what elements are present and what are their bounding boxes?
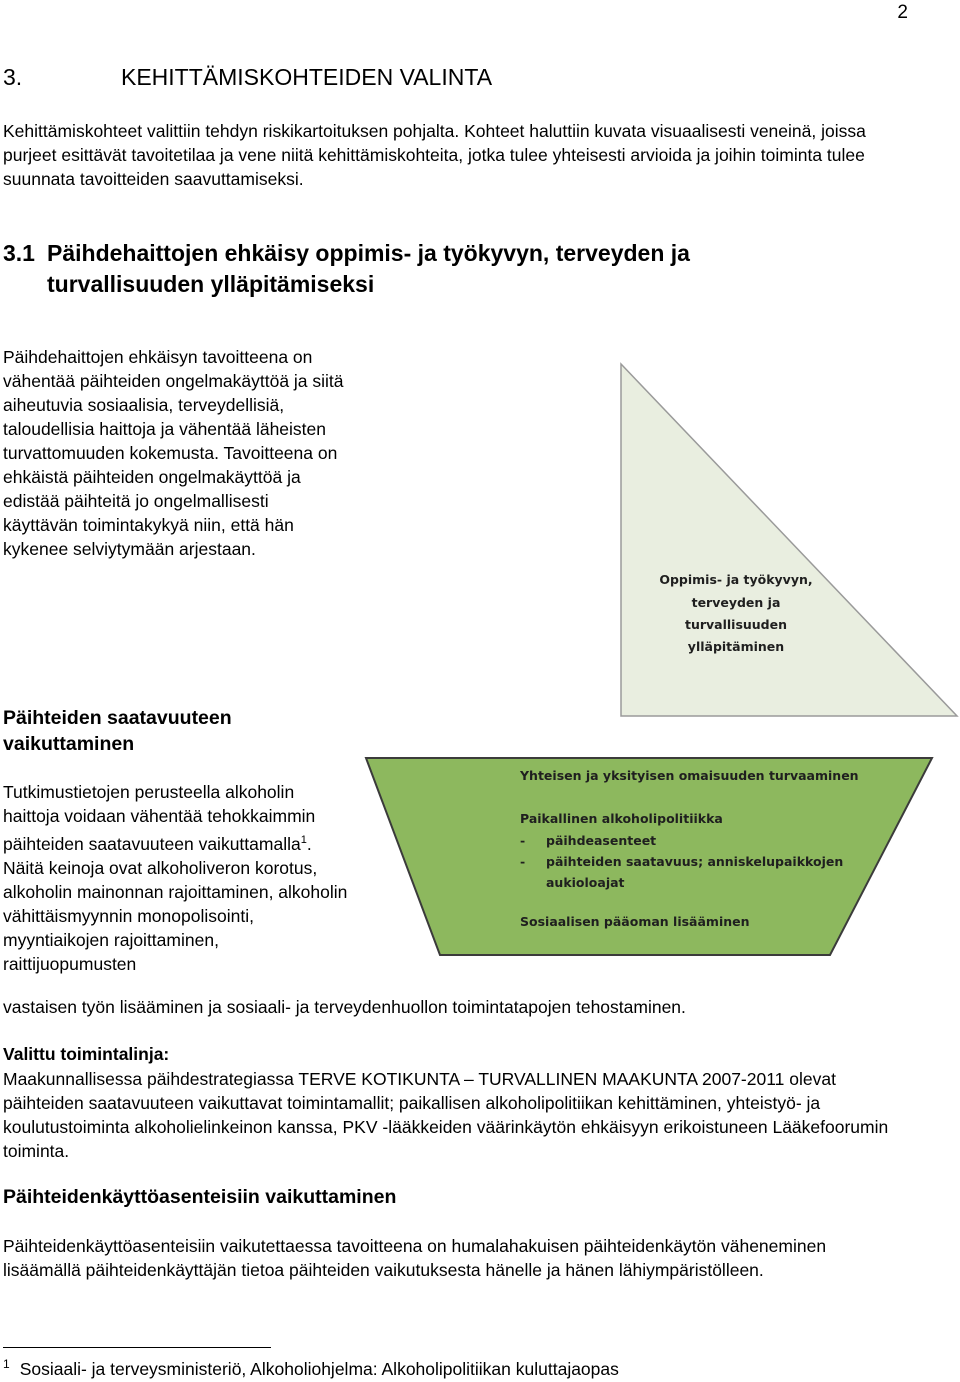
sail-line-4: ylläpitäminen: [687, 639, 785, 654]
availability-heading: [3, 705, 303, 757]
footnote-marker: 1: [3, 1357, 10, 1371]
sail-line-3: turvallisuuden: [684, 617, 788, 632]
section-heading: [3, 64, 492, 91]
section-intro: Kehittämiskohteet valittiin tehdyn riskikartoituksen pohjalta. Kohteet haluttiin kuvata visuaalisesti veneinä, joissa purjeet esittävät tavoitetilaa ja vene niitä kehittämiskohteita, jotka tulee yhteisesti arvioida ja joihin toiminta tulee suunnata tavoitteiden saavuttamiseksi.: [3, 121, 866, 189]
footnote-reference: 1: [300, 834, 307, 846]
goal-paragraph: Päihdehaittojen ehkäisyn tavoitteena on vähentää päihteiden ongelmakäyttöä ja siitä aiheutuvia sosiaalisia, terveydellisiä, taloudellisia haittoja ja vähentää läheisten turvattomuuden kokemusta. Tavoitteena on ehkäistä päihteiden ongelmakäyttöä ja edistää päihteitä jo ongelmallisesti käyttävän toimintakykyä niin, että hän kykenee selviytymään arjestaan.: [3, 347, 344, 559]
footnote-text: Sosiaali- ja terveysministeriö, Alkoholiohjelma: Alkoholipolitiikan kuluttajaopas: [19, 1358, 619, 1379]
sail-line-1: Oppimis- ja työkyvyn,: [659, 572, 813, 587]
availability-text-full-line: vastaisen työn lisääminen ja sosiaali- ja terveydenhuollon toimintatapojen tehostaminen.: [3, 997, 686, 1017]
boat-bullet-marker-1: -: [520, 833, 526, 848]
subsection-title-line2: turvallisuuden ylläpitämiseksi: [47, 271, 375, 297]
availability-paragraph: [3, 780, 348, 976]
subsection-number: 3.1: [3, 240, 35, 266]
boat-bullet-1: päihdeasenteet: [546, 833, 657, 848]
availability-heading-line2: vaikuttaminen: [3, 733, 135, 755]
section-title: KEHITTÄMISKOHTEIDEN VALINTA: [121, 64, 493, 90]
boat-title: Yhteisen ja yksityisen omaisuuden turvaaminen: [520, 768, 859, 783]
policy-paragraph: Maakunnallisessa päihdestrategiassa TERVE KOTIKUNTA – TURVALLINEN MAAKUNTA 2007-2011 olevat päihteiden saatavuuteen vaikuttavat toimintamallit; paikallisen alkoholipolitiikan kehittäminen, yhteistyö- ja koulutustoiminta alkoholielinkeinon kanssa, PKV -lääkkeiden väärinkäytön ehkäisyyn erikoistuneen Lääkefoorumin toiminta.: [3, 1069, 889, 1161]
boat-bullet-2-cont: aukioloajat: [546, 875, 625, 890]
availability-text-part2: . Näitä keinoja ovat alkoholiveron korotus, alkoholin mainonnan rajoittaminen, alkoholin vähittäismyynnin monopolisointi, myyntiaikojen rajoittaminen, raittijuopumusten: [3, 833, 348, 974]
attitudes-heading: Päihteidenkäyttöasenteisiin vaikuttaminen: [3, 1186, 397, 1208]
policy-heading: Valittu toimintalinja:: [3, 1044, 170, 1064]
boat-item-social-capital: Sosiaalisen pääoman lisääminen: [520, 914, 750, 929]
section-number: 3.: [3, 64, 23, 90]
subsection-heading: [3, 238, 873, 300]
boat-diagram: [366, 758, 932, 955]
boat-item-policy: Paikallinen alkoholipolitiikka: [520, 811, 723, 826]
footnote-divider: [3, 1347, 271, 1348]
boat-bullet-2: päihteiden saatavuus; anniskelupaikkojen: [546, 854, 844, 869]
availability-heading-line1: Päihteiden saatavuuteen: [3, 707, 232, 729]
footnote: [3, 1357, 619, 1380]
sail-line-2: terveyden ja: [691, 595, 781, 610]
attitudes-paragraph: Päihteidenkäyttöasenteisiin vaikutettaessa tavoitteena on humalahakuisen päihteidenkäytön väheneminen lisäämällä päihteidenkäyttäjän tietoa päihteiden vaikutuksesta hänelle ja hänen lähiympäristölleen.: [3, 1236, 827, 1280]
boat-bullet-marker-2: -: [520, 854, 526, 869]
page-number: 2: [897, 2, 908, 23]
sail-diagram: [621, 364, 957, 716]
sail-shape: [621, 364, 957, 716]
subsection-title-line1: Päihdehaittojen ehkäisy oppimis- ja työkyvyn, terveyden ja: [47, 240, 690, 266]
availability-text-part1: Tutkimustietojen perusteella alkoholin haittoja voidaan vähentää tehokkaimmin päihteiden saatavuuteen vaikuttamalla: [3, 782, 316, 854]
